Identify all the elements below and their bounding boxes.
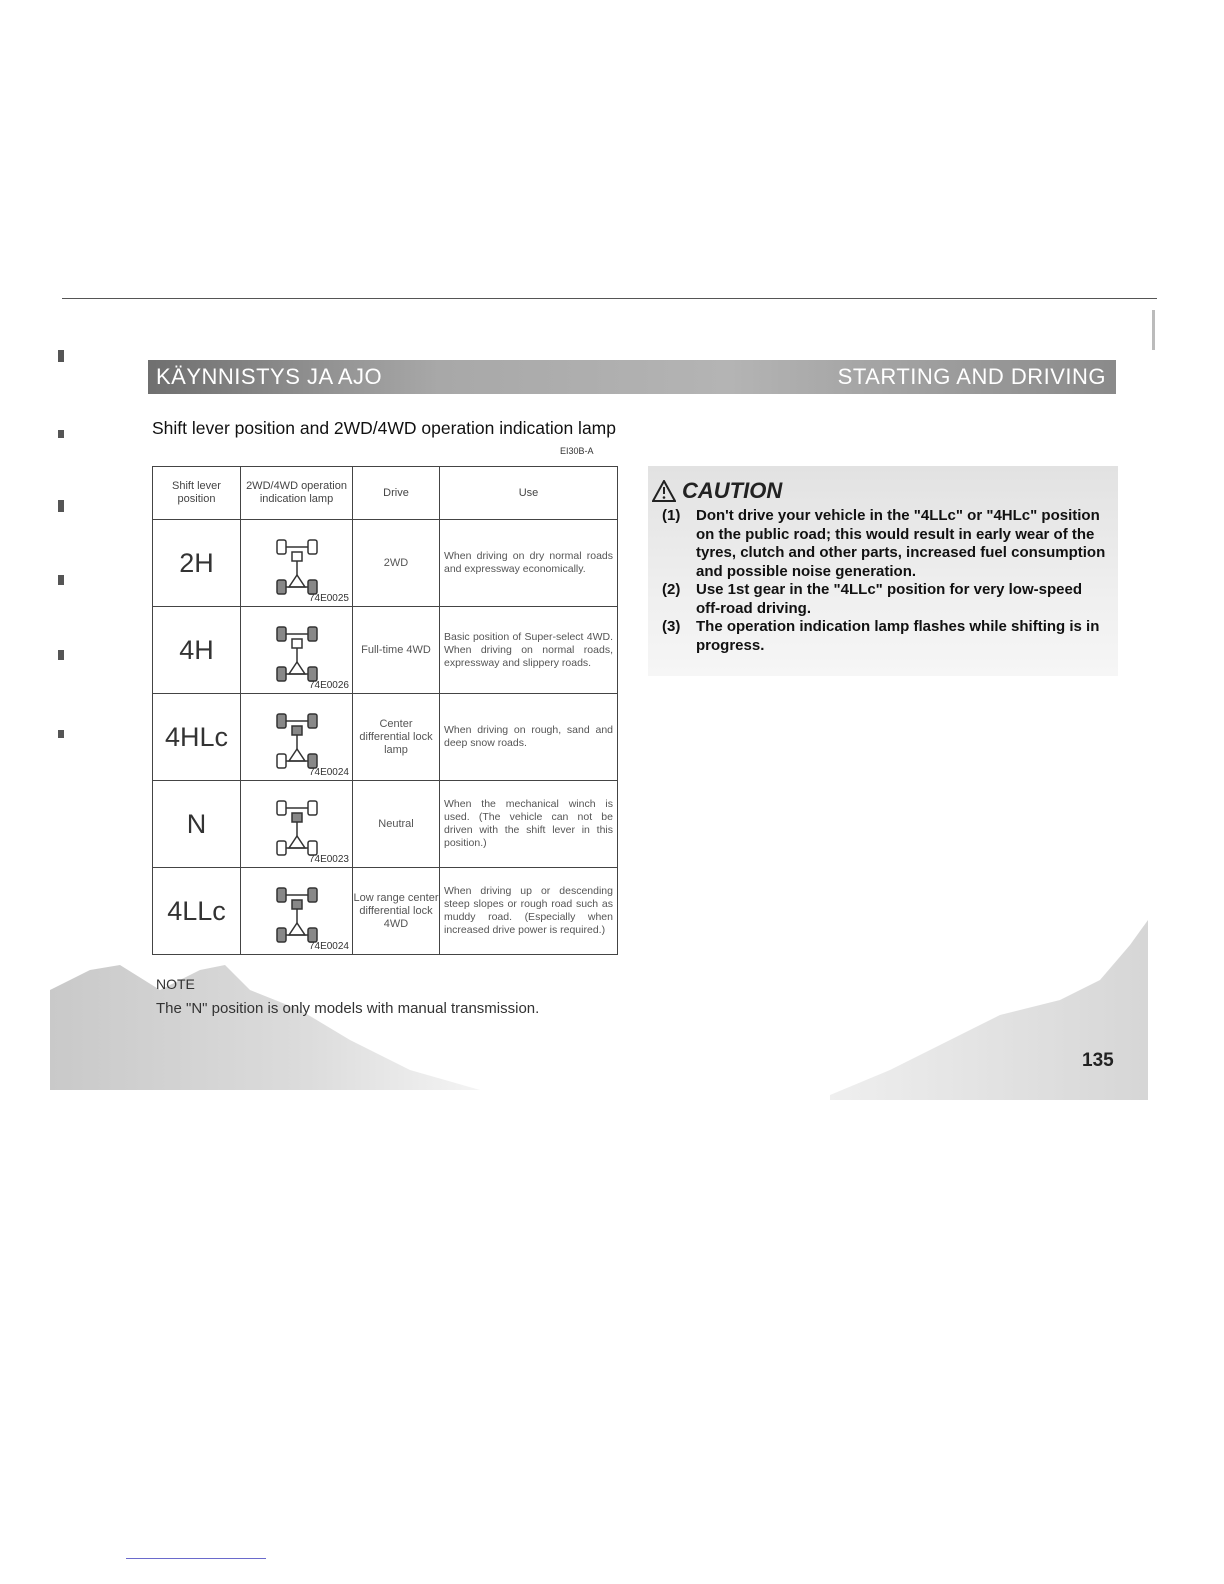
- shift-position: N: [153, 781, 241, 868]
- indicator-lamp-cell: [241, 694, 353, 781]
- table-row: [153, 694, 618, 781]
- figure-code: 74E0023: [308, 854, 349, 865]
- usage-description: When the mechanical winch is used. (The vehicle can not be driven with the shift lever in this position.): [440, 781, 618, 868]
- page-number: 135: [1082, 1050, 1114, 1071]
- indicator-lamp-cell: [241, 607, 353, 694]
- caution-heading: [652, 478, 782, 504]
- note-text: The "N" position is only models with manual transmission.: [156, 1000, 540, 1017]
- margin-tab: [58, 730, 64, 738]
- caution-item: [662, 618, 1106, 655]
- drive-mode: Full-time 4WD: [353, 607, 440, 694]
- usage-description: Basic position of Super-select 4WD. When driving on normal roads, expressway and slippery roads.: [440, 607, 618, 694]
- drive-mode: Neutral: [353, 781, 440, 868]
- drive-mode: 2WD: [353, 520, 440, 607]
- section-title: Shift lever position and 2WD/4WD operation indication lamp: [152, 418, 616, 438]
- shift-position: 2H: [153, 520, 241, 607]
- bottom-underline: [126, 1558, 266, 1559]
- shift-position: 4LLc: [153, 868, 241, 955]
- top-rule: [62, 298, 1157, 299]
- shift-position: 4HLc: [153, 694, 241, 781]
- figure-code: 74E0025: [308, 593, 349, 604]
- shift-position-table: [152, 466, 618, 955]
- margin-tab: [58, 650, 64, 660]
- indicator-lamp-cell: [241, 520, 353, 607]
- caution-item-text: Use 1st gear in the "4LLc" position for very low-speed off-road driving.: [696, 581, 1082, 617]
- column-header: 2WD/4WD operation indication lamp: [241, 467, 353, 520]
- margin-tab: [58, 430, 64, 438]
- margin-tab: [58, 500, 64, 512]
- shift-position: 4H: [153, 607, 241, 694]
- drive-mode: Low range center differential lock 4WD: [353, 868, 440, 955]
- reference-code: EI30B-A: [560, 446, 594, 456]
- table-row: [153, 781, 618, 868]
- table-row: [153, 520, 618, 607]
- chapter-title-finnish: KÄYNNISTYS JA AJO: [156, 364, 383, 389]
- table-header-row: [153, 467, 618, 520]
- chapter-banner: [148, 360, 1116, 394]
- caution-item-text: The operation indication lamp flashes while shifting is in progress.: [696, 618, 1100, 654]
- drivetrain-4wd-lock-icon: [267, 711, 327, 771]
- figure-code: 74E0026: [308, 680, 349, 691]
- figure-code: 74E0024: [308, 767, 349, 778]
- mountain-decoration-right: [830, 920, 1150, 1100]
- usage-description: When driving on dry normal roads and expressway economically.: [440, 520, 618, 607]
- column-header: Drive: [353, 467, 440, 520]
- chapter-title-english: STARTING AND DRIVING: [837, 364, 1106, 389]
- caution-list: [662, 507, 1106, 655]
- column-header: Shift lever position: [153, 467, 241, 520]
- caution-item-text: Don't drive your vehicle in the "4LLc" or "4HLc" position on the public road; this would result in early wear of the tyres, clutch and other parts, increased fuel consumption and possible noise generation.: [696, 507, 1106, 580]
- table-row: [153, 607, 618, 694]
- drivetrain-2wd-icon: [267, 537, 327, 597]
- drivetrain-4wd-icon: [267, 624, 327, 684]
- indicator-lamp-cell: [241, 781, 353, 868]
- caution-item-number: (1): [662, 507, 681, 524]
- margin-tab: [58, 575, 64, 585]
- caution-item-number: (3): [662, 618, 681, 635]
- drive-mode: Center differential lock lamp: [353, 694, 440, 781]
- figure-code: 74E0024: [308, 941, 349, 952]
- note-label: NOTE: [156, 976, 195, 992]
- caution-item-number: (2): [662, 581, 681, 598]
- warning-triangle-icon: [652, 480, 676, 502]
- column-header: Use: [440, 467, 618, 520]
- drivetrain-neutral-icon: [267, 798, 327, 858]
- caution-item: [662, 581, 1106, 618]
- caution-title: CAUTION: [682, 478, 783, 503]
- usage-description: When driving up or descending steep slopes or rough road such as muddy road. (Especially when increased drive power is required.): [440, 868, 618, 955]
- top-rule-end: [1152, 310, 1155, 350]
- margin-tab: [58, 350, 64, 362]
- caution-item: [662, 507, 1106, 581]
- usage-description: When driving on rough, sand and deep snow roads.: [440, 694, 618, 781]
